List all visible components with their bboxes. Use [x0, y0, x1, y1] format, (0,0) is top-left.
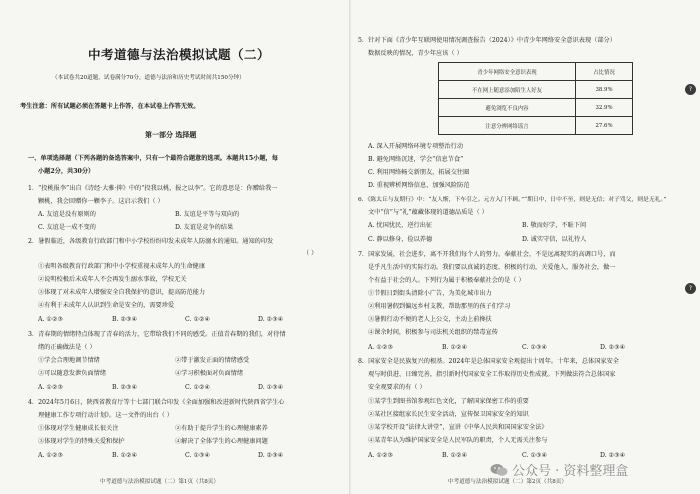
question-2-option-b: B. ②③④: [112, 316, 138, 323]
question-5-option-b: B. 避免网络沉迷，学会“信息节食”: [368, 156, 464, 163]
question-6-stem-cont: 文中“信”与“礼”蕴藏体现的道德品质是（ ）: [368, 209, 488, 216]
question-4-stem-cont: 理健康工作专项行动计划》。这一文件的出台（ ）: [38, 412, 173, 419]
question-7-option-b: B. ①②④: [442, 344, 468, 351]
table-cell: 32.9%: [576, 99, 633, 117]
question-7-item-3: ③暑假行动不便的老人上公交，主动上前搀扶: [368, 316, 492, 323]
question-1-option-a: A. 友谊是没有原则的: [38, 211, 96, 218]
question-7-option-d: D. ②③④: [600, 344, 626, 351]
question-7-item-1: ①节假日到街头清除小广告，为美化城市出力: [368, 290, 492, 297]
table-cell: 避免浏览不良内容: [439, 99, 576, 117]
table-cell: 38.9%: [576, 81, 633, 99]
question-6-stem: 6．《陈太丘与友期行》中：“友人惭，下车引之。元方入门不顾。”“期日中，日中不至，则是无信；对子骂父，则是无礼。”: [358, 197, 667, 203]
question-5-option-d: D. 重视辨析网络信息，加强风险防范: [368, 182, 470, 189]
table-row: [439, 99, 633, 117]
question-7-stem-cont-1: 是乎凡生活中的实际行动。我们要以真诚的态度、积极的行动，关爱他人，服务社会，做一: [368, 264, 616, 271]
page-1-footer: 中考道德与法治模拟试题（二）第1页（共8页）: [100, 479, 219, 485]
table-cell: 27.6%: [576, 117, 633, 135]
question-8-stem-cont-1: 观与时俱进、日臻完善，指引新时代国家安全工作取得历史性成就。下列做法符合总体国家: [368, 371, 616, 378]
table-header-cell: 青少年网络安全意识表现: [439, 63, 576, 81]
question-8-stem-cont-2: 安全观要求的有（ ）: [368, 384, 426, 391]
question-6-option-c: C. 静以修身，俭以养德: [368, 236, 433, 243]
question-3-stem: 3．青春期的情绪特点体现了青春的活力，它带给我们不同的感受。正值青春期的我们，对待情: [28, 331, 286, 338]
question-3-item-4: ④学习积极面对负面情绪: [175, 370, 244, 377]
question-7-stem: 7．国家发展，社会进步，离不开我们每个人的努力。奉献社会，不是远离现实的高调口号，而: [358, 251, 616, 258]
question-2-item-4: ④有利于未成年人认识到生命是安全的，需要珍爱: [38, 302, 175, 309]
question-8-stem: 8．国家安全是民族复兴的根基。2024年是总体国家安全观提出十周年。十年来，总体国家安全: [358, 358, 619, 365]
part-title: 第一部分 选择题: [145, 130, 197, 139]
question-4-option-a: A. ①②③: [38, 452, 64, 459]
question-8-item-4: ④某青年认为维护国家安全是人民军队的职责，个人无需关注参与: [368, 437, 548, 444]
question-1-stem-cont: 颗桃，我会回赠你一颗李子。这启示我们（ ）: [38, 198, 164, 205]
side-marker-icon: ?: [685, 84, 696, 95]
section-title-cont: 小题2分，共30分）: [38, 168, 95, 175]
question-8-option-c: C. ①③④: [522, 452, 548, 459]
question-7-option-c: C. ①③④: [522, 344, 548, 351]
question-4-item-1: ①体现对学生健康成长很关注: [38, 425, 119, 432]
question-6-option-b: B. 敬而好学，不耻下问: [522, 222, 587, 229]
question-2-option-d: D. ②③④: [258, 316, 284, 323]
table-header-cell: 占比情况: [576, 63, 633, 81]
section-title: 一、单项选择题（下列各题的备选答案中，只有一个最符合题意的选项。本题共15小题，每: [28, 155, 278, 162]
question-3-option-d: D. ①③④: [258, 384, 284, 391]
question-3-item-1: ①学会合理地调节情绪: [38, 357, 100, 364]
question-5-stem-cont: 数据反映的情况，青少年应该（ ）: [368, 50, 463, 57]
watermark: [490, 460, 628, 479]
question-7-item-4: ④课余时间，积极参与司法机关组织的禁毒宣传: [368, 329, 498, 336]
exam-title: 中考道德与法治模拟试题（二）: [88, 47, 271, 62]
question-2-item-2: ②说明校极后未成年人不会再发生溺水事故，学校无关: [38, 276, 187, 283]
wechat-icon: [490, 463, 508, 477]
table-row: [439, 81, 633, 99]
question-3-item-3: ③可以随意发泄负面情绪: [38, 370, 107, 377]
question-7-option-a: A. ①②③: [368, 344, 394, 351]
question-3-stem-cont: 绪的正确做法是（ ）: [38, 344, 96, 351]
question-5-stem: 5．针对下面《青少年互联网使用情况调查报告（2024）》中青少年网络安全意识表现（部分）: [358, 37, 616, 44]
question-2-item-1: ①表明各级教育行政部门和中小学校重视未成年人的生命健康: [38, 263, 206, 270]
question-5-option-c: C. 利用网络畅交新朋友，拓展交往圈: [368, 169, 470, 176]
question-8-item-3: ③某学校开设“法律大讲堂”，宣讲《中华人民共和国国家安全法》: [368, 424, 548, 431]
exam-notice: 考生注意：所有试题必须在答题卡上作答，在本试卷上作答无效。: [20, 103, 200, 110]
question-8-option-b: B. ①②④: [442, 452, 468, 459]
question-8-item-2: ②某社区接组家长民生安全活动，宣传保卫国家安全的知识: [368, 411, 529, 418]
table-header-row: [439, 63, 633, 81]
question-1-option-d: D. 友谊是竞争的结果: [175, 224, 234, 231]
question-4-item-2: ②有助于提升学生的心理健康素养: [175, 425, 268, 432]
question-2-stem: 2．暑假临近，各级教育行政部门和中小学校纷纷印发未成年人防溺水的通知。通知的印发: [28, 238, 274, 245]
question-1-stem: 1．“投桃报李”出自《诗经·大雅·抑》中的“投我以桃，报之以李”。它的意思是：你赠给我一: [28, 185, 278, 192]
question-3-option-c: C. ①②④: [185, 384, 211, 391]
question-2-item-3: ③体现了对未成年人增强安全自我保护的意识，提高防范能力: [38, 289, 206, 296]
table-cell: 不在网上随意添加陌生人好友: [439, 81, 576, 99]
exam-subtitle: （本试卷共20道题，试卷满分70分，道德与法治和历史考试时间共150分钟）: [52, 75, 245, 81]
question-4-item-3: ③体现对学生的特殊关爱和保护: [38, 438, 125, 445]
watermark-text: 公众号 · 资料整理盒: [512, 464, 629, 479]
question-5-option-a: A. 深入开展网络环境专项整治行动: [368, 143, 464, 150]
survey-table: [438, 62, 633, 135]
question-2-bracket: （ ）: [303, 250, 318, 257]
question-3-option-b: B. ②③④: [112, 384, 138, 391]
side-marker-icon: ?: [685, 283, 696, 294]
question-6-option-a: A. 忧国忧民，逆行出征: [368, 222, 433, 229]
question-8-option-a: A. ①②③: [368, 452, 394, 459]
question-8-option-d: D. ②③④: [600, 452, 626, 459]
question-8-item-1: ①某学生到图书馆参观红色文化，了解国家保密工作的重要: [368, 398, 529, 405]
table-row: [439, 117, 633, 135]
question-2-option-c: C. ①②④: [185, 316, 211, 323]
question-4-item-4: ④解决了全体学生的心理健康问题: [175, 438, 268, 445]
question-4-option-b: B. ①②④: [112, 452, 138, 459]
question-1-option-c: C. 友谊是一成不变的: [38, 224, 96, 231]
table-cell: 注意分辨网络谣言: [439, 117, 576, 135]
page-2-footer: 中考道德与法治模拟试题（二）第2页（共8页）: [448, 479, 567, 485]
question-4-stem: 4．2024年5月6日，陕西省教育厅等十七部门联合印发《全面加强和改进新时代陕西省学生心: [28, 399, 285, 406]
question-1-option-b: B. 友谊是平等与双向的: [175, 211, 240, 218]
question-7-item-2: ②利用暑假到偏远乡村支教，帮助那里的孩子们学习: [368, 303, 511, 310]
question-7-stem-cont-2: 个有益于社会的人。下列行为属于积极奉献社会的是（ ）: [368, 277, 525, 284]
question-3-option-a: A. ①②③: [38, 384, 64, 391]
question-3-item-2: ②带于激发正面的情绪感受: [175, 357, 250, 364]
question-4-option-d: D. ②③④: [258, 452, 284, 459]
question-4-option-c: C. ①③④: [185, 452, 211, 459]
question-2-option-a: A. ①②③: [38, 316, 64, 323]
question-6-option-d: D. 诚实守信，以礼待人: [522, 236, 587, 243]
